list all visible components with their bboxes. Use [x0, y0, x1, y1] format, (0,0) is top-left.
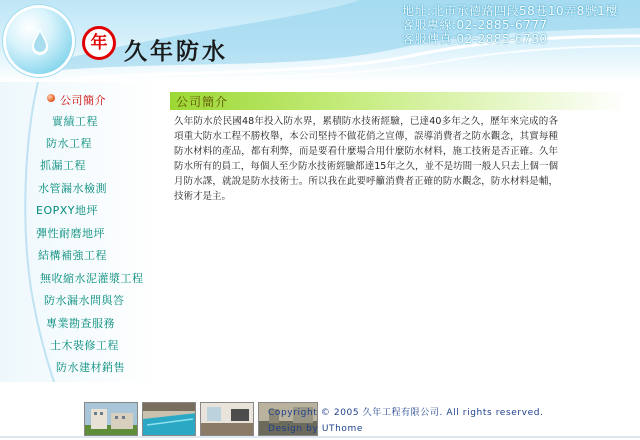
sidebar-item-renovation[interactable] [50, 337, 119, 353]
logo-seal-icon[interactable] [82, 26, 116, 60]
pool-photo-icon [143, 403, 196, 436]
sidebar-item-label: 抓漏工程 [40, 159, 86, 172]
sidebar-item-label: 結構補強工程 [38, 249, 107, 262]
water-drop-badge [6, 8, 72, 74]
bullet-icon [47, 94, 55, 102]
interior-photo-icon [201, 403, 254, 436]
sidebar-item-label: 專業勘查服務 [46, 317, 115, 330]
sidebar-item-structural-reinforcement[interactable] [38, 247, 107, 263]
water-drop-icon [30, 28, 50, 56]
sidebar-item-inspection[interactable] [46, 315, 115, 331]
brand-name[interactable]: 久年防水 [124, 39, 228, 65]
sidebar-item-grouting[interactable] [40, 270, 144, 286]
sidebar-item-materials-sales[interactable] [56, 359, 125, 375]
page-title: 公司簡介 [176, 95, 229, 109]
sidebar-item-label: 實績工程 [52, 115, 98, 128]
sidebar-item-pipe-leak-detection[interactable] [38, 180, 107, 196]
sidebar-item-label: 公司簡介 [60, 94, 106, 107]
sidebar-nav [0, 82, 160, 382]
contact-phone: 客服專線:02-2885-6777 [402, 18, 548, 32]
sidebar-item-label: EOPXY地坪 [36, 204, 98, 217]
footer-divider [0, 436, 640, 438]
header [0, 0, 640, 82]
contact-info [402, 4, 618, 46]
sidebar-item-elastic-floor[interactable] [36, 225, 105, 241]
sidebar-item-faq[interactable] [44, 292, 125, 308]
sidebar-item-label: 無收縮水泥灌漿工程 [40, 272, 144, 285]
footer [268, 405, 544, 437]
sidebar-item-leak-repair[interactable] [40, 157, 86, 173]
copyright-text: Copyright © 2005 久年工程有限公司. All rights reserved. [268, 408, 544, 418]
sidebar-item-label: 防水漏水問與答 [44, 294, 125, 307]
thumbnail-building[interactable] [84, 402, 138, 436]
thumbnail-pool[interactable] [142, 402, 196, 436]
content-title-bar [170, 92, 626, 110]
sidebar-item-label: 防水建材銷售 [56, 361, 125, 374]
sidebar-item-projects[interactable] [52, 113, 98, 129]
sidebar-item-label: 防水工程 [46, 137, 92, 150]
sidebar-item-label: 土木裝修工程 [50, 339, 119, 352]
about-text: 久年防水於民國48年投入防水界，累積防水技術經驗，已達40多年之久，歷年來完成的各項重大防水工程不勝枚舉，本公司堅持不做花俏之宣傳，誤導消費者之防水觀念，其實每種防水材料的產品，都有利弊，而是要看什麼場合用什麼防水材料，施工技術是否正確。久年防水所有的員工，每個人至少防水技術經驗都達15年之久，並不是坊間一般人只去上個一個月防水課，就說是防水技術士。所以我在此要呼籲消費者正確的防水觀念，防水材料是輔，技術才是主。 [174, 116, 558, 202]
sidebar-item-waterproofing[interactable] [46, 135, 92, 151]
building-photo-icon [85, 403, 138, 436]
contact-fax: 客服傳真:02-2885-6780 [402, 32, 548, 46]
sidebar-item-epoxy-floor[interactable] [36, 202, 98, 218]
sidebar-item-about[interactable] [60, 92, 106, 108]
thumbnail-interior[interactable] [200, 402, 254, 436]
sidebar-item-label: 彈性耐磨地坪 [36, 227, 105, 240]
contact-address: 地址:北市承德路四段58巷10弄8號1樓 [402, 4, 618, 18]
design-credit[interactable]: Design by UThome [268, 424, 364, 434]
sidebar-item-label: 水管漏水檢測 [38, 182, 107, 195]
logo-char: 年 [90, 32, 108, 53]
